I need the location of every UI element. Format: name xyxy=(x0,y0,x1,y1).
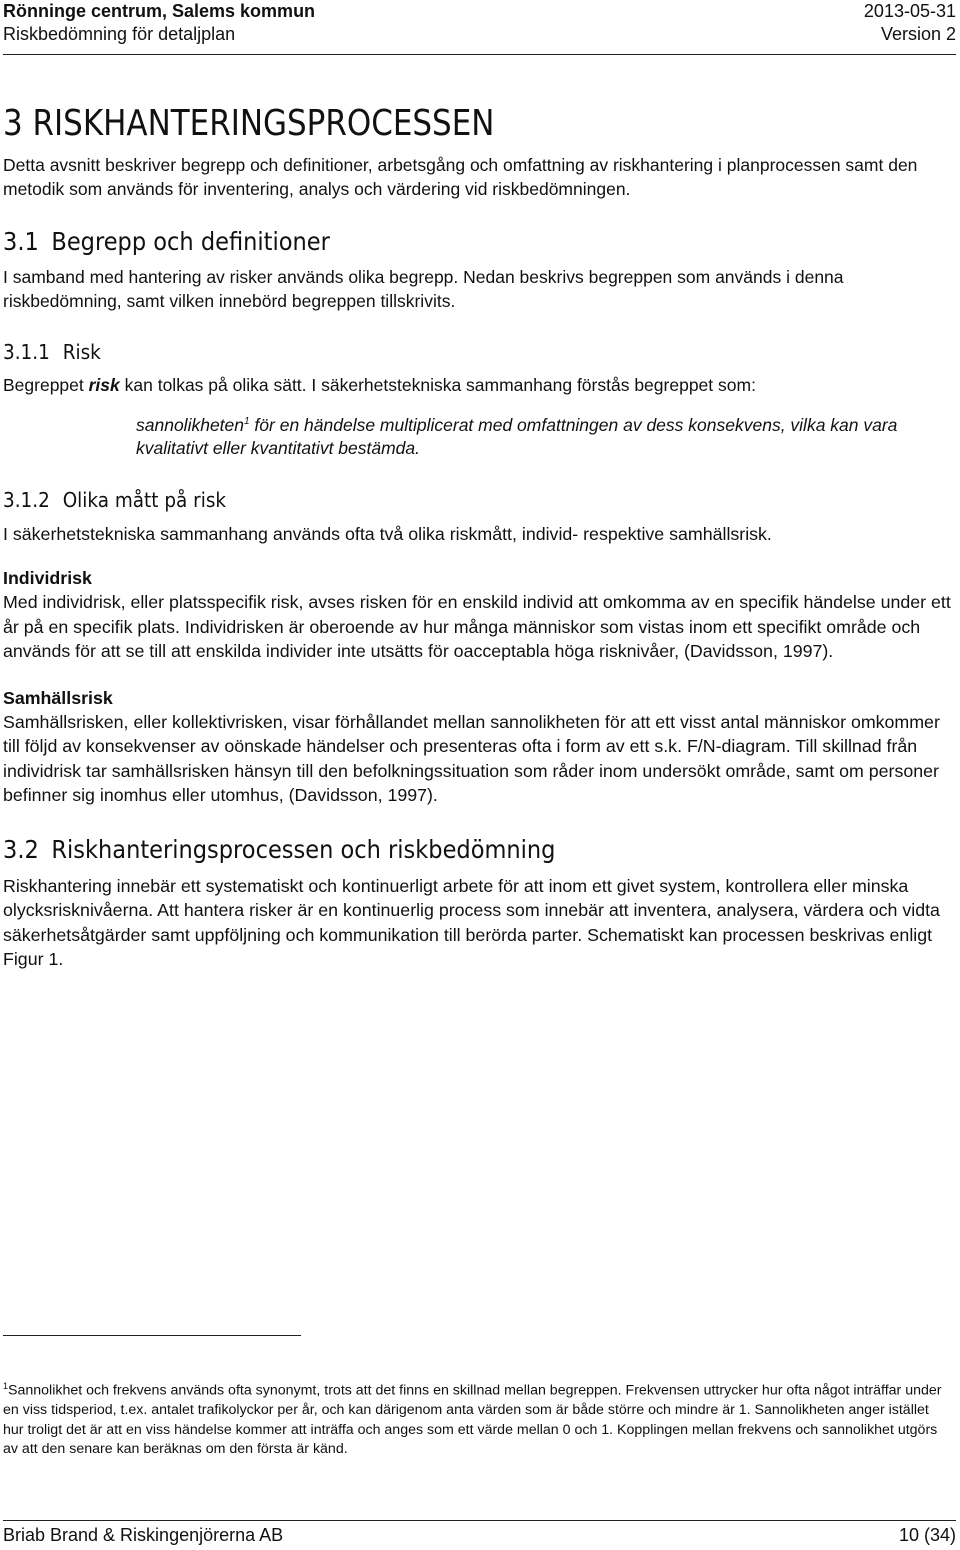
section-3-2-text: Riskhantering innebär ett systematiskt och kontinuerligt arbete för att inom ett givet system, kontrollera eller minska olycksrisknivåerna. Att hantera risker är en kontinuerlig process som innebär att inventera, analysera, värdera och vidta säkerhetsåtgärder samt uppföljning och kommunikation till berörda parter. Schematiskt kan processen beskrivas enligt Figur 1. xyxy=(3,875,940,970)
document-subtitle: Riskbedömning för detaljplan xyxy=(3,24,236,44)
page-header-row2 xyxy=(3,23,956,45)
section-title: Risk xyxy=(62,340,101,364)
header-divider xyxy=(3,54,956,55)
section-3-2-heading xyxy=(3,834,858,866)
section-3-heading: 3 RISKHANTERINGSPROCESSEN xyxy=(3,103,495,144)
section-number: 3.1 xyxy=(3,227,39,256)
samhallsrisk-text: Samhällsrisken, eller kollektivrisken, visar förhållandet mellan sannolikheten för att ett visst antal människor omkommer till följd av konsekvenser av oönskade händelser och presenteras ofta i form av ett s.k. F/N-diagram. Till skillnad från individrisk tar samhällsrisken hänsyn till den befolkningssituation som råder inom undersökt område, samt om personer befinner sig inomhus eller utomhus, (Davidsson, 1997). xyxy=(3,711,940,806)
section-number: 3.2 xyxy=(3,834,39,864)
footnote-text: Sannolikhet och frekvens används ofta synonymt, trots att det finns en skillnad mellan begreppen. Frekvensen uttrycker hur ofta något inträffar under en viss tidsperiod, t.ex. antalet trafikolyckor per år, och kan därigenom anta värden som är både större och mindre är 1. Sannolikheten anger istället hur troligt det är att en viss händelse kommer att inträffa och anges som ett värde mellan 0 och 1. Kopplingen mellan frekvens och sannolikhet utgörs av att den senare kan beräknas om den första är känd. xyxy=(3,1382,942,1458)
term-risk: risk xyxy=(88,375,120,395)
section-title: Riskhanteringsprocessen och riskbedömning xyxy=(51,834,556,864)
section-3-1-2-text: I säkerhetstekniska sammanhang används ofta två olika riskmått, individ- respektive samhällsrisk. xyxy=(3,523,772,544)
section-title: Begrepp och definitioner xyxy=(51,227,330,256)
section-number: 3.1.1 xyxy=(3,340,50,364)
section-3-1-text: I samband med hantering av risker används olika begrepp. Nedan beskrivs begreppen som används i denna riskbedömning, samt vilken innebörd begreppen tillskrivits. xyxy=(3,267,844,311)
text-fragment: Begreppet xyxy=(3,375,89,395)
footnote-1 xyxy=(3,1377,948,1460)
document-date: 2013-05-31 xyxy=(863,1,956,21)
section-title: Olika mått på risk xyxy=(62,487,227,512)
page-footer xyxy=(3,1523,956,1547)
individrisk-text: Med individrisk, eller platsspecifik risk, avses risken för en enskild individ att omkomma av en specifik händelse under ett år på en specifik plats. Individrisken är oberoende av hur många människor som vistas inom ett specifikt område och används för att se till att enskilda individer inte utsätts för oacceptabla höga risknivåer, (Davidsson, 1997). xyxy=(3,592,951,662)
page-number: 10 (34) xyxy=(898,1525,956,1545)
text-fragment: för en händelse multiplicerat med omfattningen av dess konsekvens, vilka kan vara kvalitativt eller kvantitativt bestämda. xyxy=(136,414,898,458)
footnote-ref[interactable]: 1 xyxy=(244,416,250,427)
document-title: Rönninge centrum, Salems kommun xyxy=(3,1,316,21)
section-3-1-2-heading xyxy=(3,487,877,513)
page-content xyxy=(3,102,953,972)
section-3-1-heading xyxy=(3,226,858,258)
risk-definition-quote xyxy=(136,410,953,460)
text-fragment: sannolikheten xyxy=(136,414,244,435)
footer-divider xyxy=(3,1520,956,1521)
samhallsrisk-heading: Samhällsrisk xyxy=(3,687,113,708)
individrisk-heading: Individrisk xyxy=(3,568,92,589)
section-3-1-1-heading xyxy=(3,339,877,365)
footnote-divider xyxy=(3,1335,301,1336)
document-version: Version 2 xyxy=(880,24,956,44)
footnote-mark: 1 xyxy=(3,1381,9,1391)
section-number: 3.1.2 xyxy=(3,487,50,512)
page-header-row1 xyxy=(3,0,956,22)
text-fragment: kan tolkas på olika sätt. I säkerhetstekniska sammanhang förstås begreppet som: xyxy=(119,375,756,395)
footer-company: Briab Brand & Riskingenjörerna AB xyxy=(3,1525,284,1545)
section-3-1-1-text xyxy=(3,373,953,397)
section-3-intro: Detta avsnitt beskriver begrepp och definitioner, arbetsgång och omfattning av riskhantering i planprocessen samt den metodik som används för inventering, analys och värdering vid riskbedömningen. xyxy=(3,155,918,199)
